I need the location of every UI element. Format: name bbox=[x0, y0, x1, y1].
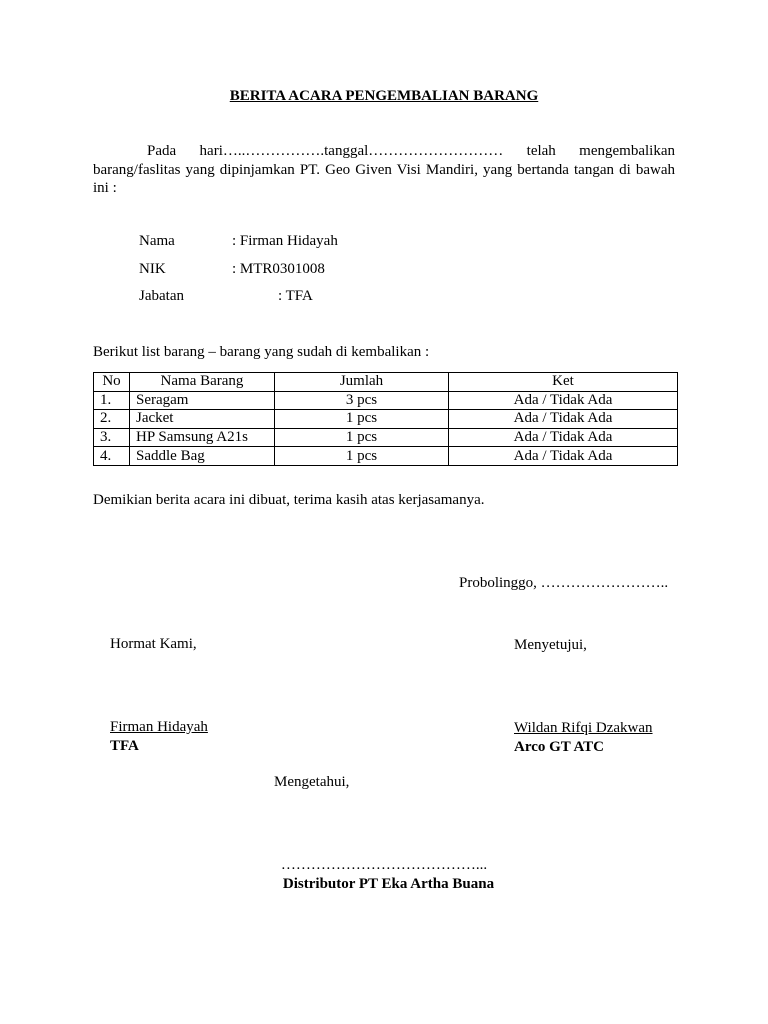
list-intro: Berikut list barang – barang yang sudah di kembalikan : bbox=[93, 344, 430, 360]
cell-ket: Ada / Tidak Ada bbox=[449, 391, 678, 410]
table-row bbox=[94, 447, 678, 466]
header-no: No bbox=[94, 373, 130, 392]
right-sign-name: Wildan Rifqi Dzakwan bbox=[514, 720, 653, 736]
right-sign-position: Arco GT ATC bbox=[514, 739, 605, 755]
cell-nama-barang: Jacket bbox=[130, 410, 275, 429]
cell-no: 1. bbox=[94, 391, 130, 410]
left-sign-position: TFA bbox=[110, 738, 139, 754]
field-label-nik: NIK bbox=[139, 261, 166, 277]
field-value-jabatan: : TFA bbox=[278, 288, 313, 304]
table-row bbox=[94, 410, 678, 429]
cell-nama-barang: Seragam bbox=[130, 391, 275, 410]
cell-jumlah: 1 pcs bbox=[275, 428, 449, 447]
table-row bbox=[94, 391, 678, 410]
cell-jumlah: 1 pcs bbox=[275, 410, 449, 429]
field-value-nama: : Firman Hidayah bbox=[232, 233, 338, 249]
document-title: BERITA ACARA PENGEMBALIAN BARANG bbox=[229, 88, 539, 104]
cell-nama-barang: Saddle Bag bbox=[130, 447, 275, 466]
left-sign-name: Firman Hidayah bbox=[110, 719, 208, 735]
right-sign-greeting: Menyetujui, bbox=[514, 637, 587, 653]
field-label-jabatan: Jabatan bbox=[139, 288, 184, 304]
table-row bbox=[94, 428, 678, 447]
cell-jumlah: 3 pcs bbox=[275, 391, 449, 410]
intro-paragraph: Pada hari…..…………….tanggal……………………… telah mengembalikan barang/faslitas yang dipinjamkan PT. Geo Given Visi Mandiri, yang bertanda tangan di bawah ini : bbox=[93, 143, 675, 196]
field-label-nama: Nama bbox=[139, 233, 175, 249]
place-date: Probolinggo, …………………….. bbox=[459, 575, 669, 591]
cell-jumlah: 1 pcs bbox=[275, 447, 449, 466]
closing-text: Demikian berita acara ini dibuat, terima kasih atas kerjasamanya. bbox=[93, 492, 485, 508]
cell-ket: Ada / Tidak Ada bbox=[449, 428, 678, 447]
cell-ket: Ada / Tidak Ada bbox=[449, 447, 678, 466]
cell-no: 2. bbox=[94, 410, 130, 429]
header-ket: Ket bbox=[449, 373, 678, 392]
field-value-nik: : MTR0301008 bbox=[232, 261, 325, 277]
cell-nama-barang: HP Samsung A21s bbox=[130, 428, 275, 447]
header-jumlah: Jumlah bbox=[275, 373, 449, 392]
witness-name-blank: …………………………………... bbox=[280, 857, 488, 873]
cell-no: 4. bbox=[94, 447, 130, 466]
cell-ket: Ada / Tidak Ada bbox=[449, 410, 678, 429]
items-table bbox=[93, 372, 678, 466]
table-header-row bbox=[94, 373, 678, 392]
left-sign-greeting: Hormat Kami, bbox=[110, 636, 197, 652]
witness-greeting: Mengetahui, bbox=[274, 774, 350, 790]
witness-position: Distributor PT Eka Artha Buana bbox=[282, 876, 495, 892]
cell-no: 3. bbox=[94, 428, 130, 447]
header-nama-barang: Nama Barang bbox=[130, 373, 275, 392]
